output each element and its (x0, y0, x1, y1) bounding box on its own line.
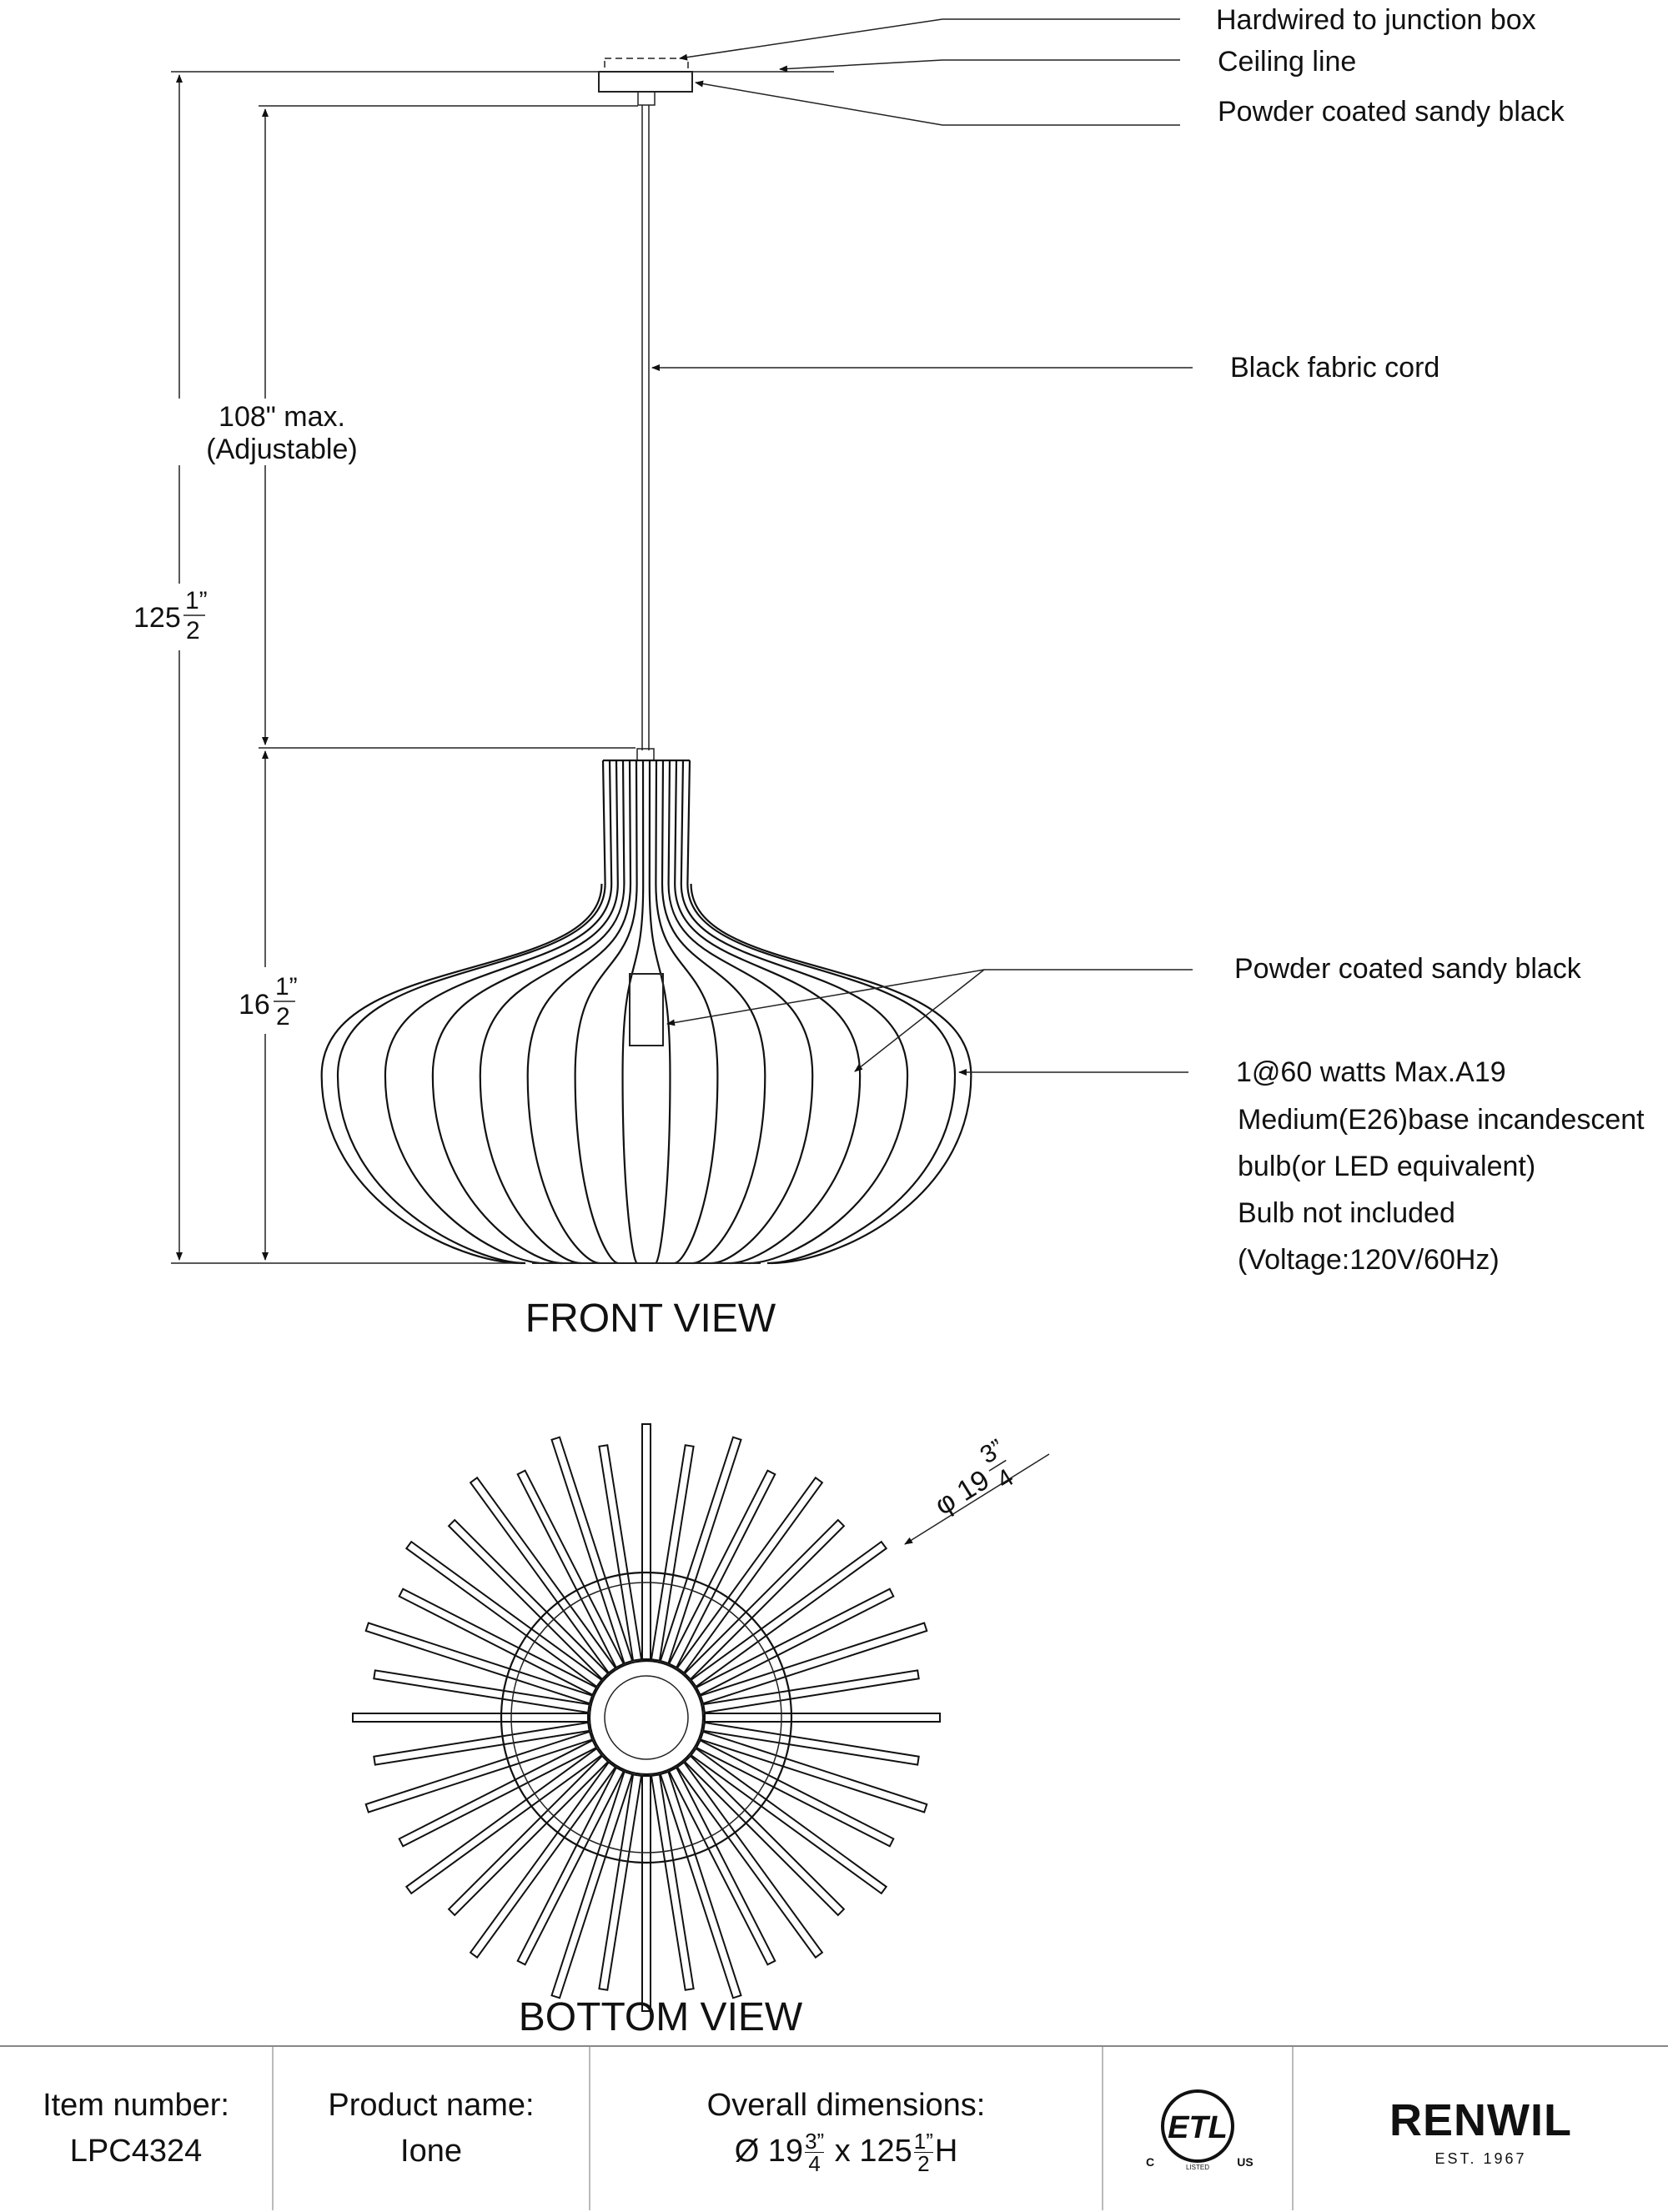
shade-height-numerator: 1” (275, 973, 298, 1001)
shade-rib (528, 760, 631, 1263)
callout-junction-box: Hardwired to junction box (1216, 4, 1536, 36)
overall-dimensions-value (734, 2129, 958, 2177)
dims-suffix: H (934, 2133, 958, 2169)
shade-height-denominator: 2 (276, 1003, 290, 1031)
overall-height-denominator: 2 (186, 617, 200, 645)
title-block (0, 2045, 1668, 2210)
item-number-label: Item number: (43, 2087, 229, 2123)
item-number-cell (0, 2047, 274, 2210)
shade-rib (623, 760, 644, 1263)
callout-bulb-line-5: (Voltage:120V/60Hz) (1238, 1244, 1500, 1276)
shade-rib (575, 760, 637, 1263)
diameter-value: φ 19 (929, 1463, 996, 1522)
product-name-value: Ione (400, 2134, 462, 2169)
leader-shade-finish (855, 970, 984, 1071)
shade-rib (480, 760, 625, 1263)
socket-ring (590, 1661, 703, 1774)
dims-den-1: 4 (808, 2151, 821, 2177)
brand-logo: RENWIL (1389, 2094, 1572, 2145)
etl-listed-text: LISTED (1185, 2164, 1210, 2171)
etl-mark-text: ETL (1168, 2110, 1228, 2145)
overall-height-whole: 125 (133, 602, 181, 634)
bulb-socket (630, 974, 663, 1046)
diameter-denominator: 4 (992, 1463, 1019, 1495)
callout-bulb-line-2: Medium(E26)base incandescent (1238, 1104, 1645, 1136)
overall-dimensions-label: Overall dimensions: (706, 2087, 986, 2123)
shade-height-whole: 16 (239, 989, 270, 1021)
cord-length-value: 108" max. (219, 401, 345, 433)
cord-length-note: (Adjustable) (206, 434, 358, 465)
bottom-spokes (353, 1424, 940, 2011)
leader-canopy-finish (696, 83, 1180, 125)
shade-rib (687, 760, 955, 1263)
diameter-numerator: 3” (975, 1434, 1009, 1470)
shade-rib (433, 760, 618, 1263)
canopy-junction-box (605, 58, 688, 72)
callout-ceiling-line: Ceiling line (1218, 46, 1357, 78)
leader-shade-finish (667, 970, 1193, 1024)
overall-height-numerator: 1” (185, 587, 208, 614)
bottom-spoke (642, 1424, 651, 1659)
front-view (125, 4, 1645, 1341)
brand-established: EST. 1967 (1434, 2150, 1527, 2168)
dims-fraction-1 (805, 2129, 825, 2177)
brand-cell (1294, 2047, 1668, 2210)
product-name-cell (274, 2047, 590, 2210)
overall-dimensions-cell (590, 2047, 1103, 2210)
shade-rib (662, 760, 765, 1263)
socket-ring-inner (605, 1676, 688, 1759)
leader-junction-box (680, 19, 1180, 58)
certification-cell (1103, 2047, 1294, 2210)
item-number-value: LPC4324 (69, 2134, 203, 2169)
canopy-collar (638, 92, 655, 105)
etl-us-text: US (1237, 2155, 1254, 2169)
dims-fraction-2 (913, 2129, 933, 2177)
shade-rib (650, 760, 671, 1263)
dims-num-1: 3” (805, 2129, 825, 2154)
dims-den-2: 2 (917, 2151, 930, 2177)
front-view-title: FRONT VIEW (525, 1297, 776, 1341)
bottom-spoke (353, 1713, 588, 1722)
etl-c-text: C (1145, 2155, 1155, 2169)
cord-collar (637, 749, 654, 760)
callout-shade-finish: Powder coated sandy black (1234, 953, 1581, 985)
callout-bulb-line-4: Bulb not included (1238, 1197, 1455, 1229)
pendant-shade (322, 760, 972, 1263)
dims-num-2: 1” (913, 2129, 933, 2154)
dims-diameter: Ø 19 (734, 2133, 804, 2169)
canopy (599, 72, 692, 92)
dims-height: x 125 (834, 2133, 912, 2169)
bottom-view-title: BOTTOM VIEW (518, 1995, 803, 2039)
callout-canopy-finish: Powder coated sandy black (1218, 96, 1565, 128)
bottom-spoke (642, 1776, 651, 2011)
leader-ceiling-line (780, 60, 1180, 69)
bottom-spoke (705, 1713, 940, 1722)
bottom-view (353, 1424, 1049, 2039)
callout-bulb-line-1: 1@60 watts Max.A19 (1236, 1056, 1506, 1088)
shade-rib (338, 760, 605, 1263)
product-name-label: Product name: (328, 2087, 535, 2123)
shade-rib (656, 760, 717, 1263)
shade-rib (675, 760, 860, 1263)
callout-bulb-line-3: bulb(or LED equivalent) (1238, 1151, 1536, 1182)
callout-cord: Black fabric cord (1230, 352, 1440, 384)
etl-listed-logo (1135, 2083, 1260, 2174)
